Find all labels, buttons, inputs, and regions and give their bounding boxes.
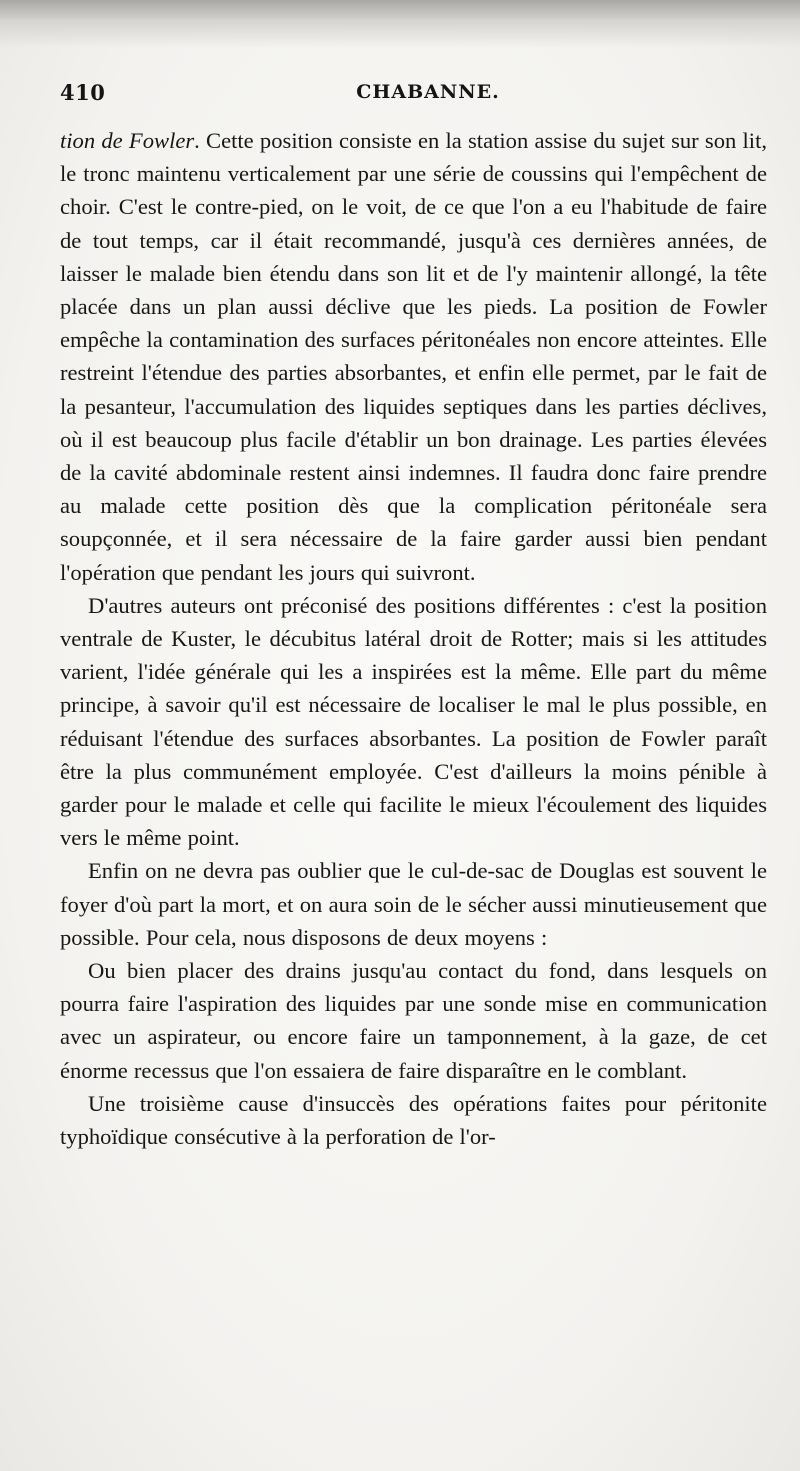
paragraph-1-italic: tion de Fowler: [60, 128, 195, 153]
page-number: 410: [60, 80, 106, 105]
paragraph-1-text: . Cette position consiste en la station assise du sujet sur son lit, le tronc maintenu verticalement par une série de coussins qui l'empêchent de choir. C'est le contre-pied, on le voit, de ce que l'on a eu l'habitude de faire de tout temps, car il était recommandé, jusqu'à ces dernières années, de laisser le malade bien étendu dans son lit et de l'y maintenir allongé, la tête placée dans un plan aussi déclive que les pieds. La position de Fowler empêche la contamination des surfaces péritonéales non encore atteintes. Elle restreint l'étendue des parties absorbantes, et enfin elle permet, par le fait de la pesanteur, l'accumulation des liquides septiques dans les parties déclives, où il est beaucoup plus facile d'établir un bon drainage. Les parties élevées de la cavité abdominale restent ainsi indemnes. Il faudra donc faire prendre au malade cette position dès que la complication péritonéale sera soupçonnée, et il sera nécessaire de la faire garder aussi bien pendant l'opération que pendant les jours qui suivront.: [60, 128, 767, 585]
paragraph-2: D'autres auteurs ont préconisé des positions différentes : c'est la position ventrale de Kuster, le décubitus latéral droit de Rotter; mais si les attitudes varient, l'idée générale qui les a inspirées est la même. Elle part du même principe, à savoir qu'il est nécessaire de localiser le mal le plus possible, en réduisant l'étendue des surfaces absorbantes. La position de Fowler paraît être la plus communément employée. C'est d'ailleurs la moins pénible à garder pour le malade et celle qui facilite le mieux l'écoulement des liquides vers le même point.: [60, 592, 767, 851]
paragraph-4: Ou bien placer des drains jusqu'au contact du fond, dans lesquels on pourra faire l'aspiration des liquides par une sonde mise en communication avec un aspirateur, ou encore faire un tamponnement, à la gaze, de cet énorme recessus que l'on essaiera de faire disparaître en le comblant.: [60, 958, 767, 1083]
paragraph-1: [60, 124, 767, 589]
page-top-shadow: [0, 0, 800, 48]
paragraph-3: Enfin on ne devra pas oublier que le cul-de-sac de Douglas est souvent le foyer d'où part la mort, et on aura soin de le sécher aussi minutieusement que possible. Pour cela, nous disposons de deux moyens :: [60, 858, 767, 950]
running-head: CHABANNE.: [356, 81, 500, 103]
page-header: [60, 80, 762, 114]
body-text: [60, 124, 767, 1153]
paragraph-5: Une troisième cause d'insuccès des opérations faites pour péritonite typhoïdique consécutive à la perforation de l'or-: [60, 1090, 767, 1150]
